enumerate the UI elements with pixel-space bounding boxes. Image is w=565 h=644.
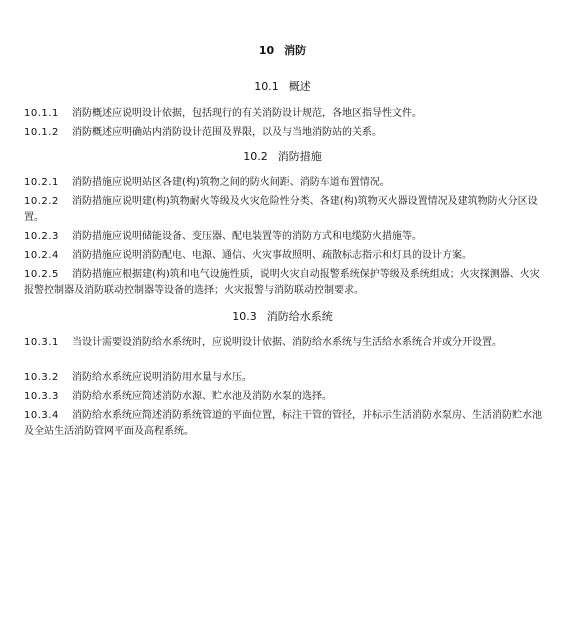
clause-text: 消防措施应说明建(构)筑物耐火等级及火灾危险性分类、各建(构)筑物灭火器设置情况及建筑物防火分区设置。 <box>24 196 538 223</box>
section-title: 消防措施 <box>277 150 322 163</box>
clause <box>24 106 544 122</box>
clause <box>24 248 544 264</box>
clause-text: 消防给水系统应简述消防水源、贮水池及消防水泵的选择。 <box>72 391 332 402</box>
clause-number: 10.2.5 <box>24 269 59 280</box>
chapter-title: 消防 <box>284 44 307 57</box>
section-number: 10.2 <box>243 150 268 163</box>
clause-text: 当设计需要设消防给水系统时，应说明设计依据、消防给水系统与生活给水系统合并或分开设置。 <box>72 337 502 348</box>
clause-text: 消防措施应说明储能设备、变压器、配电装置等的消防方式和电缆防火措施等。 <box>72 231 422 242</box>
clause-number: 10.3.4 <box>24 410 59 421</box>
clause <box>24 125 544 141</box>
clause-text: 消防措施应说明消防配电、电源、通信、火灾事故照明、疏散标志指示和灯具的设计方案。 <box>72 250 472 261</box>
clause-number: 10.3.2 <box>24 372 59 383</box>
clause-text: 消防给水系统应简述消防系统管道的平面位置，标注干管的管径，并标示生活消防水泵房、生活消防贮水池及全站生活消防管网平面及高程系统。 <box>24 410 542 437</box>
chapter-heading <box>0 44 565 58</box>
clause-text: 消防概述应说明设计依据，包括现行的有关消防设计规范，各地区指导性文件。 <box>72 108 422 119</box>
clause <box>24 335 544 351</box>
clause <box>24 267 544 299</box>
clause-number: 10.3.1 <box>24 337 59 348</box>
clause <box>24 175 544 191</box>
clause-number: 10.3.3 <box>24 391 59 402</box>
clause-number: 10.2.4 <box>24 250 59 261</box>
section-title: 概述 <box>288 80 311 93</box>
section-number: 10.1 <box>254 80 279 93</box>
section-heading <box>0 310 565 324</box>
section-title: 消防给水系统 <box>266 310 333 323</box>
clause-text: 消防措施应根据建(构)筑和电气设施性质，说明火灾自动报警系统保护等级及系统组成；火灾探测器、火灾报警控制器及消防联动控制器等设备的选择；火灾报警与消防联动控制要求。 <box>24 269 540 296</box>
clause <box>24 229 544 245</box>
clause-number: 10.2.1 <box>24 177 59 188</box>
clause <box>24 370 544 386</box>
section-number: 10.3 <box>232 310 257 323</box>
clause-text: 消防措施应说明站区各建(构)筑物之间的防火间距、消防车道布置情况。 <box>72 177 390 188</box>
clause-text: 消防概述应明确站内消防设计范围及界限，以及与当地消防站的关系。 <box>72 127 382 138</box>
clause-number: 10.2.3 <box>24 231 59 242</box>
clause <box>24 408 544 440</box>
section-heading <box>0 80 565 94</box>
clause-number: 10.1.1 <box>24 108 59 119</box>
clause <box>24 389 544 405</box>
clause <box>24 194 544 226</box>
clause-number: 10.2.2 <box>24 196 59 207</box>
chapter-number: 10 <box>258 44 275 57</box>
clause-text: 消防给水系统应说明消防用水量与水压。 <box>72 372 252 383</box>
section-heading <box>0 150 565 164</box>
clause-number: 10.1.2 <box>24 127 59 138</box>
